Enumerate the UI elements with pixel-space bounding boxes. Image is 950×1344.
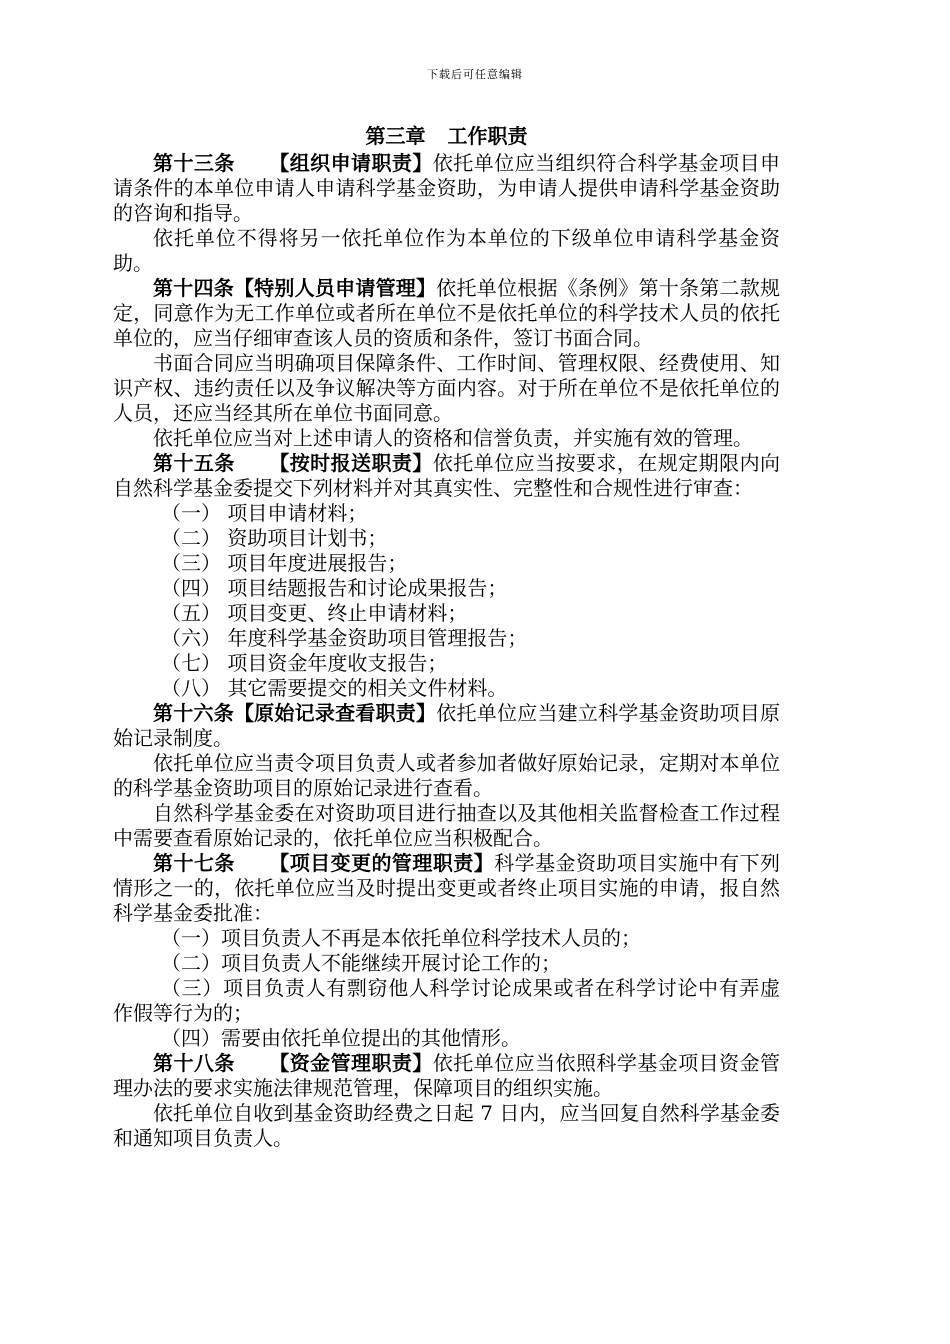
article-number: 第十七条	[153, 851, 235, 875]
article-title: 【按时报送职责】	[268, 451, 433, 475]
article-text: 依托单位应当组织符合科学基金项目申请条件的本单位申请人申请科学基金资助，为申请人提供申请科学基金资助的咨询和指导。	[113, 151, 781, 225]
list-item: （二）项目负责人不能继续开展讨论工作的；	[161, 951, 561, 975]
article-text: 依托单位应当按要求，在规定期限内向自然科学基金委提交下列材料并对其真实性、完整性和合规性进行审查：	[113, 451, 781, 500]
article-title: 【资金管理职责】	[268, 1051, 433, 1075]
list-item: （六） 年度科学基金资助项目管理报告；	[161, 626, 528, 650]
list-item: （一） 项目申请材料；	[161, 501, 368, 525]
list-item: （八） 其它需要提交的相关文件材料。	[161, 676, 508, 700]
chapter-number: 第三章	[365, 124, 426, 148]
article-15-lead	[113, 451, 780, 501]
article-number: 第十四条	[153, 276, 234, 300]
list-item: （三） 项目年度进展报告；	[161, 551, 408, 575]
article-number: 第十五条	[153, 451, 235, 475]
list-item: （五） 项目变更、终止申请材料；	[161, 601, 468, 625]
article-paragraph: 自然科学基金委在对资助项目进行抽查以及其他相关监督检查工作过程中需要查看原始记录的，依托单位应当积极配合。	[113, 801, 780, 850]
article-paragraph: 书面合同应当明确项目保障条件、工作时间、管理权限、经费使用、知识产权、违约责任以及争议解决等方面内容。对于所在单位不是依托单位的人员，还应当经其所在单位书面同意。	[113, 351, 780, 425]
article-number: 第十三条	[153, 151, 235, 175]
article-title: 【特别人员申请管理】	[233, 276, 437, 300]
article-text: 科学基金资助项目实施中有下列情形之一的，依托单位应当及时提出变更或者终止项目实施的申请，报自然科学基金委批准：	[113, 851, 781, 925]
article-text: 依托单位应当依照科学基金项目资金管理办法的要求实施法律规范管理，保障项目的组织实施。	[113, 1051, 781, 1100]
article-text: 依托单位根据《条例》第十条第二款规定，同意作为无工作单位或者所在单位不是依托单位的科学技术人员的依托单位的，应当仔细审查该人员的资质和条件，签订书面合同。	[113, 276, 781, 350]
list-item: （三）项目负责人有剽窃他人科学讨论成果或者在科学讨论中有弄虚作假等行为的；	[113, 976, 780, 1025]
list-item: （二） 资助项目计划书；	[161, 526, 388, 550]
article-16-lead	[113, 701, 780, 751]
article-title: 【项目变更的管理职责】	[268, 851, 495, 875]
article-paragraph: 依托单位自收到基金资助经费之日起 7 日内，应当回复自然科学基金委和通知项目负责人。	[113, 1101, 780, 1150]
article-paragraph: 依托单位应当责令项目负责人或者参加者做好原始记录，定期对本单位的科学基金资助项目的原始记录进行查看。	[113, 751, 780, 800]
article-13-lead	[113, 151, 780, 226]
article-18-lead	[113, 1051, 780, 1101]
chapter-title	[113, 124, 780, 149]
document-body	[113, 124, 780, 1151]
list-item: （七） 项目资金年度收支报告；	[161, 651, 448, 675]
article-17-lead	[113, 851, 780, 926]
article-title: 【原始记录查看职责】	[233, 701, 437, 725]
article-title: 【组织申请职责】	[268, 151, 433, 175]
header-note: 下载后可任意编辑	[427, 68, 523, 81]
article-text: 依托单位应当建立科学基金资助项目原始记录制度。	[113, 701, 781, 750]
article-number: 第十六条	[153, 701, 234, 725]
article-14-lead	[113, 276, 780, 351]
article-paragraph: 依托单位不得将另一依托单位作为本单位的下级单位申请科学基金资助。	[113, 226, 780, 275]
list-item: （一）项目负责人不再是本依托单位科学技术人员的；	[161, 926, 641, 950]
list-item: （四） 项目结题报告和讨论成果报告；	[161, 576, 508, 600]
list-item: （四）需要由依托单位提出的其他情形。	[161, 1026, 521, 1050]
article-paragraph: 依托单位应当对上述申请人的资格和信誉负责，并实施有效的管理。	[153, 426, 753, 450]
article-number: 第十八条	[153, 1051, 235, 1075]
chapter-name: 工作职责	[447, 124, 528, 148]
